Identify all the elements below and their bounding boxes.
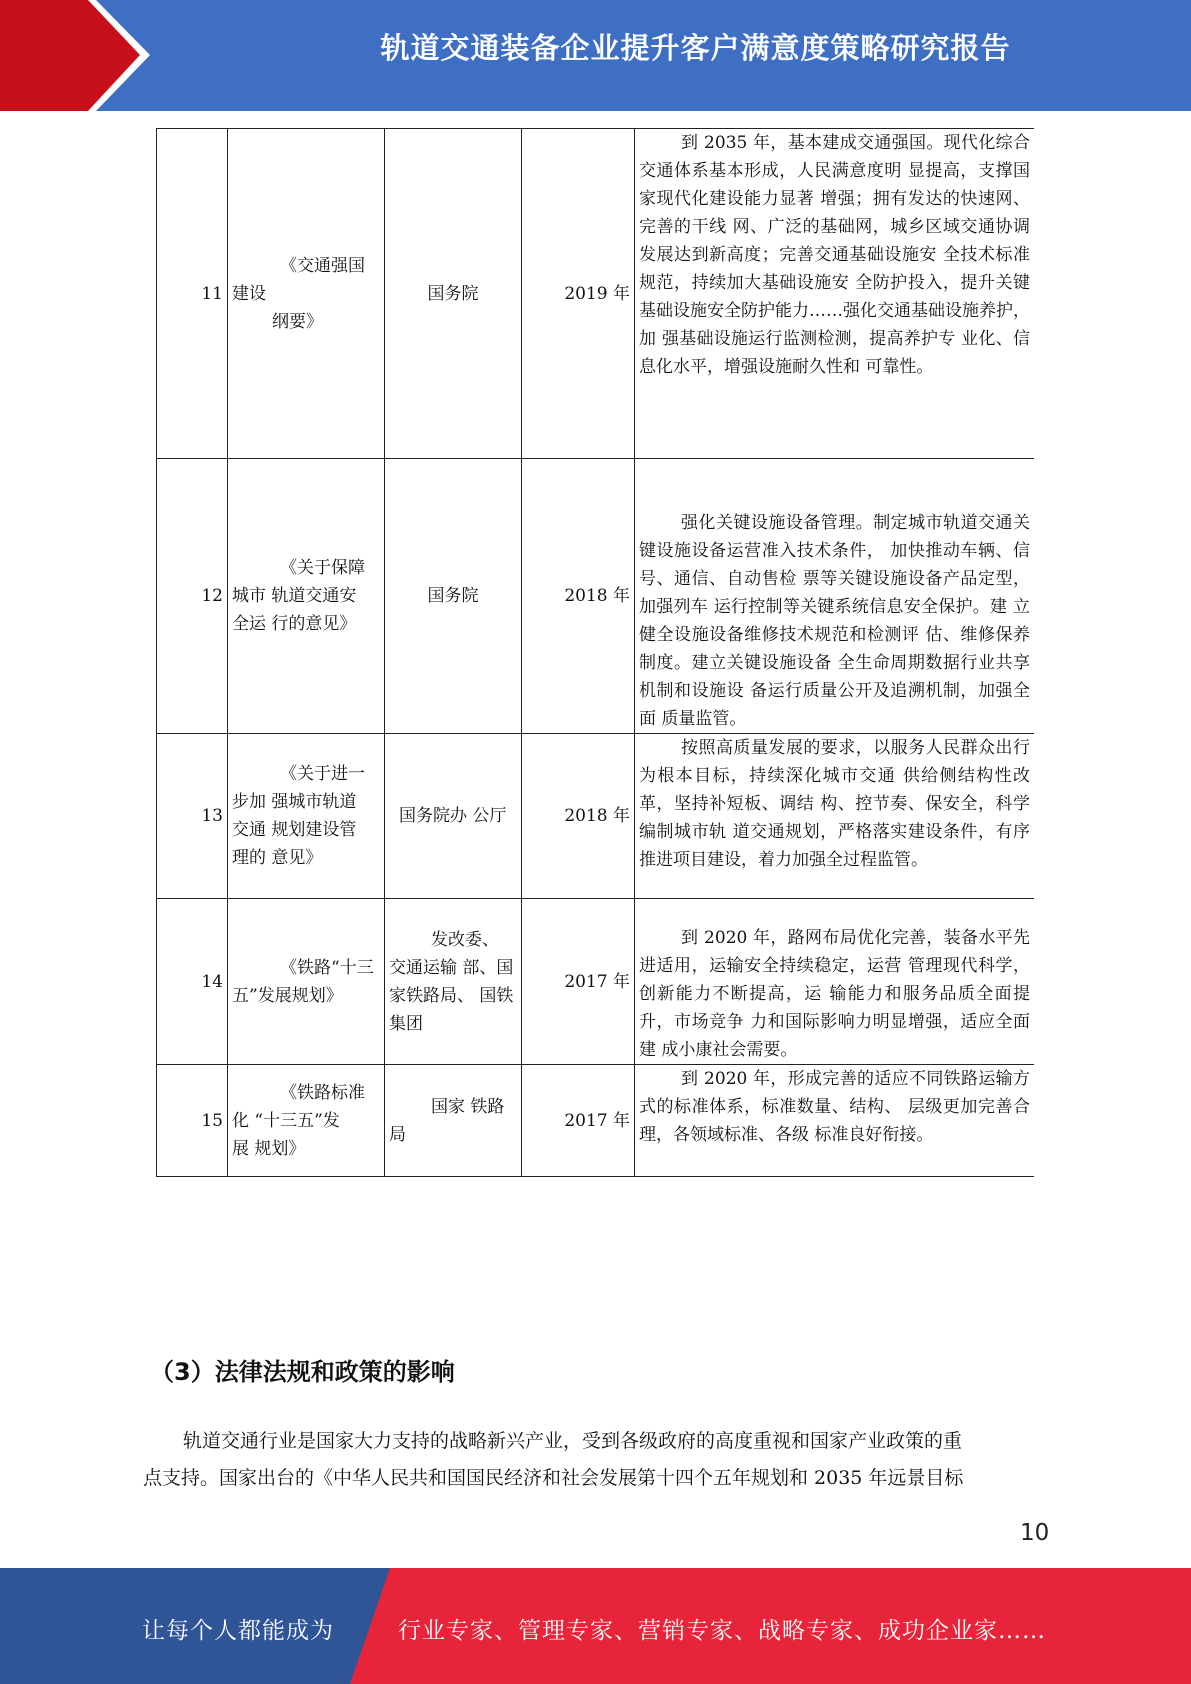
issuing-org: 国家 铁路局 [385,1065,522,1177]
issuing-org: 发改委、 交通运输 部、国家铁路局、 国铁集团 [385,899,522,1065]
page-footer [0,1568,1191,1684]
policy-name-line: 理的 意见》 [232,848,323,868]
policy-name-line: 《关于进一 [280,764,365,784]
policy-content-text: 强化关键设施设备管理。制定城市轨道交通关键设施设备运营准入技术条件， 加快推动车辆、信号、通信、自动售检 票等关键设施设备产品定型，加强列车 运行控制等关键系统信息安全保护。建 立健全设施设备维修技术规范和检测评 估、维修保养制度。建立关键设施设备 全生命周期数据行业共享机制和设施设 备运行质量公开及追溯机制，加强全面 质量监管。 [639,513,1030,729]
table-row [157,899,1035,1065]
policy-name-line: 建设 [232,283,266,304]
policy-name-line: 五”发展规划》 [232,985,343,1006]
page-header [0,0,1191,111]
paragraph-line: 点支持。国家出台的《中华人民共和国国民经济和社会发展第十四个五年规划和 2035 年远景目标 [143,1467,964,1489]
issue-year: 2019 年 [522,129,635,459]
policy-name-line: 《交通强国 [280,255,365,276]
policy-name [228,129,385,459]
row-number: 15 [157,1065,228,1177]
policy-name-line: 展 规划》 [232,1138,306,1159]
header-title: 轨道交通装备企业提升客户满意度策略研究报告 [380,31,1011,65]
policy-table [156,128,1034,1177]
table-row [157,734,1035,899]
policy-content-text: 到 2020 年，路网布局优化完善，装备水平先进适用，运输安全持续稳定，运营 管理现代科学，创新能力不断提高，运 输能力和服务品质全面提升，市场竞争 力和国际影响力明显增强，适应全面建 成小康社会需要。 [639,928,1030,1060]
issue-year: 2018 年 [522,459,635,734]
row-number: 13 [157,734,228,899]
policy-name-line: 城市 轨道交通安 [232,586,357,606]
policy-name-line: 《关于保障 [280,558,365,578]
policy-name-line: 步加 强城市轨道 [232,792,357,812]
table-row [157,1065,1035,1177]
policy-name-line: 《铁路“十三 [280,957,374,978]
policy-name-line: 交通 规划建设管 [232,820,357,840]
policy-name [228,1065,385,1177]
section-paragraph [143,1423,1035,1497]
policy-content [635,129,1035,459]
policy-content [635,899,1035,1065]
row-number: 14 [157,899,228,1065]
paragraph-line: 轨道交通行业是国家大力支持的战略新兴产业，受到各级政府的高度重视和国家产业政策的重 [183,1430,963,1452]
policy-content [635,459,1035,734]
footer-slogan-left: 让每个人都能成为 [142,1618,334,1644]
row-number: 11 [157,129,228,459]
policy-name-line: 化 “十三五”发 [232,1110,340,1131]
policy-name [228,459,385,734]
policy-name [228,899,385,1065]
issue-year: 2018 年 [522,734,635,899]
row-number: 12 [157,459,228,734]
policy-content-text: 到 2020 年，形成完善的适应不同铁路运输方式的标准体系，标准数量、结构、 层级更加完善合理，各领域标准、各级 标准良好衔接。 [639,1069,1030,1145]
issue-year: 2017 年 [522,1065,635,1177]
policy-name [228,734,385,899]
issuing-org: 国务院 [385,129,522,459]
issue-year: 2017 年 [522,899,635,1065]
policy-content-text: 到 2035 年，基本建成交通强国。现代化综合交通体系基本形成，人民满意度明 显提高，支撑国家现代化建设能力显著 增强；拥有发达的快速网、完善的干线 网、广泛的基础网，城乡区域交通协调 发展达到新高度；完善交通基础设施安 全技术标准规范，持续加大基础设施安 全防护投入，提升关键基础设施安全防护能力……强化交通基础设施养护，加 强基础设施运行监测检测，提高养护专 业化、信息化水平，增强设施耐久性和 可靠性。 [639,133,1030,377]
issuing-org: 国务院 [385,459,522,734]
policy-content-text: 按照高质量发展的要求，以服务人民群众出行为根本目标，持续深化城市交通 供给侧结构性改革，坚持补短板、调结 构、控节奏、保安全，科学编制城市轨 道交通规划，严格落实建设条件，有序 推进项目建设，着力加强全过程监管。 [639,738,1030,870]
footer-slogan-right: 行业专家、管理专家、营销专家、战略专家、成功企业家…… [398,1618,1046,1644]
table-row [157,129,1035,459]
policy-content [635,734,1035,899]
policy-name-line: 纲要》 [272,311,323,332]
policy-content [635,1065,1035,1177]
table-row [157,459,1035,734]
header-chevron-logo [0,0,140,111]
issuing-org: 国务院办 公厅 [385,734,522,899]
policy-name-line: 《铁路标准 [280,1082,365,1103]
policy-name-line: 全运 行的意见》 [232,614,357,634]
section-heading: （3）法律法规和政策的影响 [150,1358,455,1386]
page-number: 10 [1020,1520,1050,1546]
